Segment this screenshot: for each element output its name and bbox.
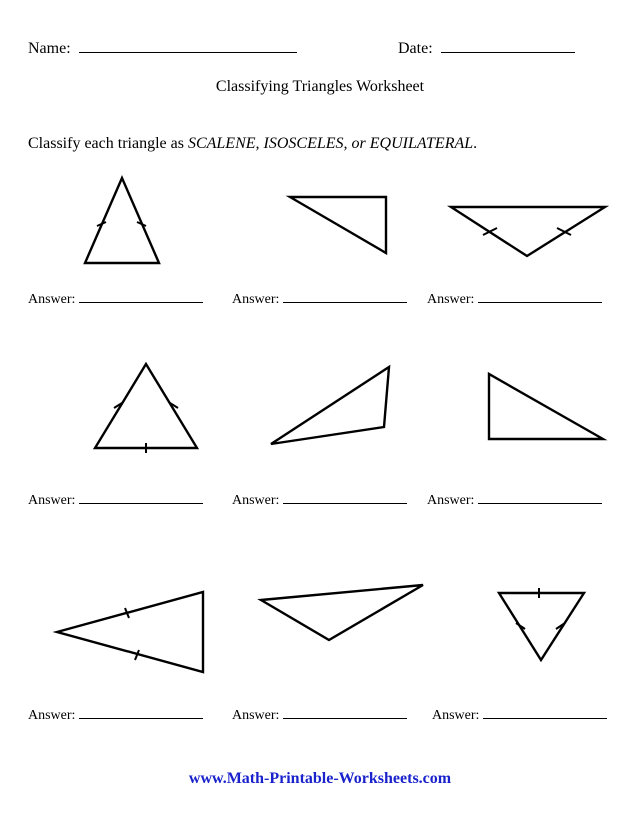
triangle-3 (451, 207, 605, 256)
instructions-prefix: Classify each triangle as (28, 135, 188, 152)
answer-field-5[interactable] (232, 491, 407, 509)
answer-blank[interactable] (283, 290, 407, 303)
triangle-4 (95, 364, 197, 453)
worksheet-title: Classifying Triangles Worksheet (215, 78, 425, 95)
answer-label: Answer: (232, 493, 280, 508)
answer-label: Answer: (232, 708, 280, 723)
footer-url-link[interactable]: www.Math-Printable-Worksheets.com (188, 770, 452, 787)
answer-blank[interactable] (283, 491, 407, 504)
answer-label: Answer: (232, 292, 280, 307)
answer-field-9[interactable] (432, 706, 607, 724)
triangle-9 (499, 588, 584, 660)
answer-label: Answer: (427, 292, 475, 307)
answer-field-2[interactable] (232, 290, 407, 308)
triangle-6 (489, 374, 603, 439)
answer-blank[interactable] (283, 706, 407, 719)
answer-field-1[interactable] (28, 290, 203, 308)
answer-blank[interactable] (483, 706, 607, 719)
instructions-options: SCALENE, ISOSCELES, or EQUILATERAL (187, 135, 474, 152)
answer-field-6[interactable] (427, 491, 602, 509)
triangle-5 (271, 367, 389, 444)
answer-label: Answer: (427, 493, 475, 508)
answer-label: Answer: (28, 493, 76, 508)
answer-blank[interactable] (79, 491, 203, 504)
answer-blank[interactable] (478, 290, 602, 303)
answer-field-3[interactable] (427, 290, 602, 308)
name-label: Name: (28, 40, 71, 57)
answer-field-8[interactable] (232, 706, 407, 724)
answer-field-7[interactable] (28, 706, 203, 724)
answer-blank[interactable] (79, 706, 203, 719)
date-label: Date: (398, 40, 433, 57)
answer-blank[interactable] (478, 491, 602, 504)
answer-label: Answer: (432, 708, 480, 723)
triangle-8 (261, 585, 423, 640)
answer-field-4[interactable] (28, 491, 203, 509)
triangle-7 (57, 592, 203, 672)
triangle-1 (85, 178, 159, 263)
answer-label: Answer: (28, 292, 76, 307)
instructions-suffix: . (473, 135, 478, 152)
answer-label: Answer: (28, 708, 76, 723)
answer-blank[interactable] (79, 290, 203, 303)
triangle-2 (290, 197, 386, 253)
